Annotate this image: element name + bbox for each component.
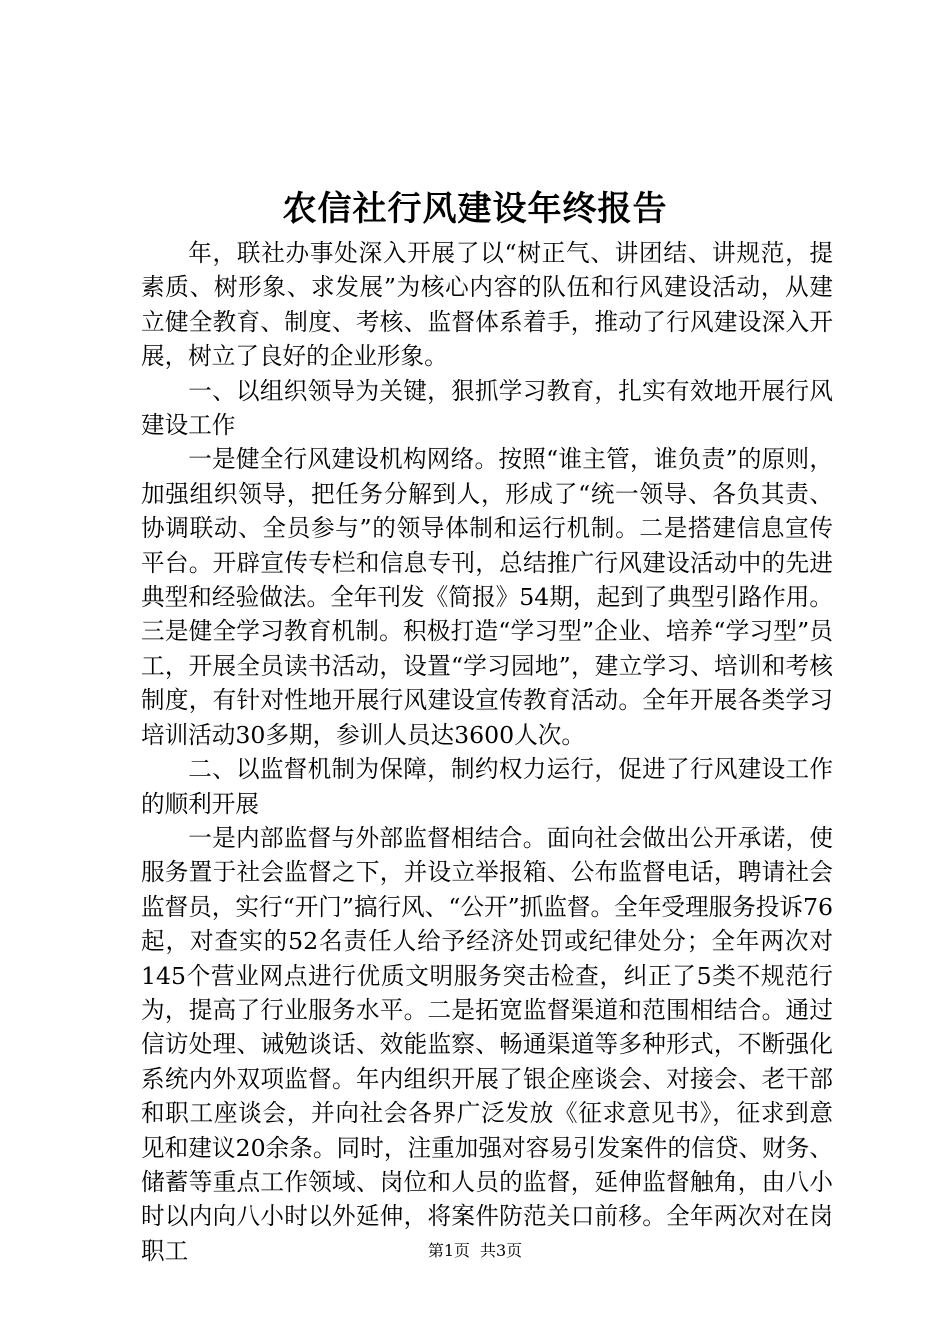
paragraph-section-2: 一是内部监督与外部监督相结合。面向社会做出公开承诺，使服务置于社会监督之下，并设立举报箱、公布监督电话，聘请社会监督员，实行“开门”搞行风、“公开”抓监督。全年受理服务投诉76起，对查实的52名责任人给予经济处罚或纪律处分；全年两次对145个营业网点进行优质文明服务突击检查，纠正了5类不规范行为，提高了行业服务水平。二是拓宽监督渠道和范围相结合。通过信访处理、诫勉谈话、效能监察、畅通渠道等多种形式，不断强化系统内外双项监督。年内组织开展了银企座谈会、对接会、老干部和职工座谈会，并向社会各界广泛发放《征求意见书》，征求到意见和建议20余条。同时，注重加强对容易引发案件的信贷、财务、储蓄等重点工作领域、岗位和人员的监督，延伸监督触角，由八小时以内向八小时以外延伸，将案件防范关口前移。全年两次对在岗职工 bbox=[141, 823, 833, 1265]
section-heading-2: 二、以监督机制为保障，制约权力运行，促进了行风建设工作的顺利开展 bbox=[141, 755, 833, 818]
page-number: 第1页 bbox=[427, 1241, 470, 1260]
page-total: 共3页 bbox=[480, 1241, 523, 1260]
document-body bbox=[141, 236, 833, 1268]
paragraph-intro: 年，联社办事处深入开展了以“树正气、讲团结、讲规范，提素质、树形象、求发展”为核心内容的队伍和行风建设活动，从建立健全教育、制度、考核、监督体系着手，推动了行风建设深入开展，树立了良好的企业形象。 bbox=[141, 239, 833, 371]
section-heading-1: 一、以组织领导为关键，狠抓学习教育，扎实有效地开展行风建设工作 bbox=[141, 376, 833, 440]
document-title: 农信社行风建设年终报告 bbox=[282, 189, 668, 229]
paragraph-section-1: 一是健全行风建设机构网络。按照“谁主管，谁负责”的原则，加强组织领导，把任务分解到人，形成了“统一领导、各负其责、协调联动、全员参与”的领导体制和运行机制。二是搭建信息宣传平台。开辟宣传专栏和信息专刊，总结推广行风建设活动中的先进典型和经验做法。全年刊发《简报》54期，起到了典型引路作用。三是健全学习教育机制。积极打造“学习型”企业、培养“学习型”员工，开展全员读书活动，设置“学习园地”，建立学习、培训和考核制度，有针对性地开展行风建设宣传教育活动。全年开展各类学习培训活动30多期，参训人员达3600人次。 bbox=[141, 445, 833, 749]
page-footer bbox=[0, 1240, 950, 1262]
